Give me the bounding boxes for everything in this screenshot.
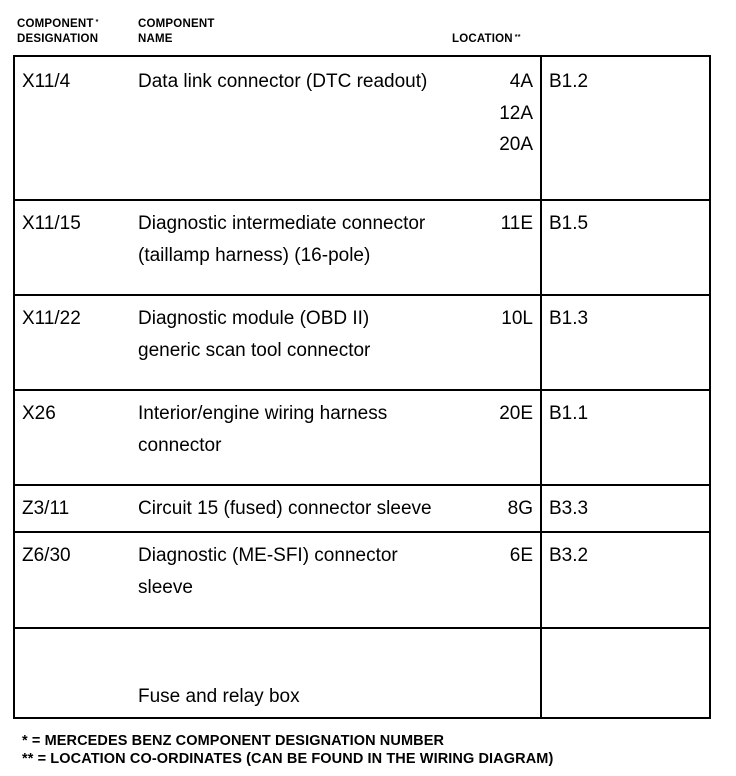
table-row [15,294,709,389]
row-designation: X26 [22,403,56,424]
header-name-line2: NAME [138,33,173,45]
header-designation-line2: DESIGNATION [17,33,99,45]
table-row [15,57,709,199]
header-designation [17,17,99,47]
row-coordinate: B1.5 [549,213,589,234]
row-name-line: Diagnostic intermediate connector [138,213,426,234]
footnote-location: ** = LOCATION CO-ORDINATES (CAN BE FOUND IN THE WIRING DIAGRAM) [22,751,554,767]
row-location [499,398,533,430]
row-name-line: generic scan tool connector [138,339,371,361]
footnote-designation: * = MERCEDES BENZ COMPONENT DESIGNATION NUMBER [22,733,445,749]
row-name-line: (taillamp harness) (16-pole) [138,244,371,266]
row-name [138,540,483,603]
header-location [452,32,521,47]
row-name-line: Diagnostic module (OBD II) [138,308,370,329]
row-name [138,398,483,461]
row-coordinate: B3.3 [549,498,589,519]
header-location-label: LOCATION [452,33,513,45]
row-location [508,493,533,525]
row-name [138,66,483,98]
row-name-line: Circuit 15 (fused) connector sleeve [138,498,432,519]
header-name [138,17,215,47]
component-table [13,55,711,719]
header-location-mark: ** [514,34,521,41]
row-name [138,208,483,271]
row-location-value: 4A [509,71,533,92]
row-designation: X11/22 [22,308,81,329]
row-location [501,303,533,335]
row-location [510,540,533,572]
row-location-value: 20A [499,134,533,155]
row-location-value: 6E [509,545,533,566]
row-location-value: 8G [507,498,533,519]
row-designation: X11/4 [22,71,71,92]
row-designation: X11/15 [22,213,81,234]
row-location-value: 20E [499,403,533,424]
table-row [15,531,709,627]
row-name-line: Fuse and relay box [138,686,300,707]
row-location-value: 12A [499,102,533,124]
row-location [499,66,533,161]
row-designation: Z6/30 [22,545,71,566]
table-row [15,389,709,484]
row-name [138,493,483,525]
table-row [15,199,709,294]
row-name-line: Data link connector (DTC readout) [138,71,428,92]
row-designation: Z3/11 [22,498,70,519]
row-location-value: 10L [501,308,533,329]
row-coordinate: B1.1 [549,403,589,424]
row-name [138,681,483,713]
row-coordinate: B3.2 [549,545,589,566]
header-designation-mark: * [95,19,99,26]
row-location-value: 11E [500,213,533,234]
row-coordinate: B1.3 [549,308,589,329]
row-name-line: Interior/engine wiring harness [138,403,388,424]
row-name-line: sleeve [138,576,193,598]
table-row [15,627,709,719]
row-coordinate: B1.2 [549,71,589,92]
row-location [501,208,533,240]
row-name-line: connector [138,434,222,456]
header-designation-line1: COMPONENT [17,18,94,30]
header-name-line1: COMPONENT [138,18,215,30]
row-name-line: Diagnostic (ME-SFI) connector [138,545,398,566]
table-row [15,484,709,531]
row-name [138,303,483,366]
